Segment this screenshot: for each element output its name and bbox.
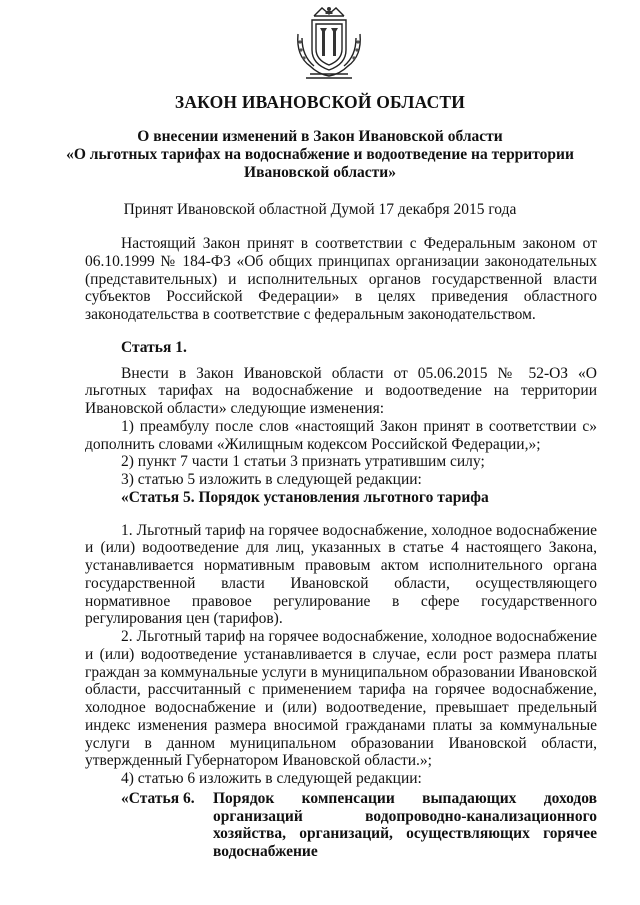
law-subject bbox=[60, 128, 580, 182]
amendment-item-4: 4) статью 6 изложить в следующей редакции: bbox=[121, 770, 422, 787]
article-6-title-line: организаций водопроводно-канализационного bbox=[213, 807, 597, 825]
article-6-title bbox=[213, 790, 597, 861]
coat-of-arms-icon bbox=[292, 4, 366, 82]
subject-line: «О льготных тарифах на водоснабжение и водоотведение на территории bbox=[66, 146, 574, 163]
article-1-heading: Статья 1. bbox=[121, 338, 187, 356]
amendment-item-2: 2) пункт 7 части 1 статьи 3 признать утратившим силу; bbox=[121, 453, 485, 471]
article-5-paragraph-1: 1. Льготный тариф на горячее водоснабжение, холодное водоснабжение и (или) водоотведение для лиц, указанных в статье 4 настоящего Закона, устанавливается нормативным правовым актом исполнительного органа государственной власти Ивановской области, осуществляющего нормативное правовое регулирование в сфере государственного регулирования цен (тарифов). bbox=[85, 521, 597, 628]
amendment-item-3: 3) статью 5 изложить в следующей редакции: bbox=[121, 471, 422, 488]
article-5-heading: «Статья 5. Порядок установления льготного тарифа bbox=[121, 488, 489, 506]
law-body bbox=[85, 235, 597, 861]
article-6-title-line: Порядок компенсации выпадающих доходов bbox=[213, 789, 597, 807]
adoption-line: Принят Ивановской областной Думой 17 декабря 2015 года bbox=[123, 201, 517, 218]
article-6-title-line: водоснабжение bbox=[213, 843, 318, 860]
article-5-paragraph-2: 2. Льготный тариф на горячее водоснабжение, холодное водоснабжение и (или) водоотведение устанавливается в случае, если рост размера платы граждан за коммунальные услуги в муниципальном образовании Ивановской области, рассчитанный с применением тарифа на горячее водоснабжение, холодное водоснабжение и (или) водоотведение, превышает предельный индекс изменения размера вносимой гражданами платы за коммунальные услуги в данном муниципальном образовании Ивановской области, утвержденный Губернатором Ивановской области.»; bbox=[85, 628, 597, 770]
article-6-number: «Статья 6. bbox=[121, 789, 195, 807]
subject-line: О внесении изменений в Закон Ивановской области bbox=[137, 128, 503, 145]
subject-line: Ивановской области» bbox=[244, 164, 396, 181]
article-6-heading bbox=[85, 790, 597, 861]
article-1-text: Внести в Закон Ивановской области от 05.06.2015 № 52-ОЗ «О льготных тарифах на водоснабжение и водоотведение на территории Ивановской области» следующие изменения: bbox=[85, 364, 597, 417]
amendment-item-1: 1) преамбулу после слов «настоящий Закон принят в соответствии с» дополнить словами «Жилищным кодексом Российской Федерации,»; bbox=[85, 417, 597, 453]
intro-paragraph: Настоящий Закон принят в соответствии с Федеральным законом от 06.10.1999 № 184-ФЗ «Об общих принципах организации законодательных (представительных) и исполнительных органов государственной власти субъектов Российской Федерации» в целях приведения областного законодательства в соответствие с федеральным законодательством. bbox=[85, 235, 597, 323]
article-6-title-line: хозяйства, организаций, осуществляющих горячее bbox=[213, 825, 597, 843]
law-title: ЗАКОН ИВАНОВСКОЙ ОБЛАСТИ bbox=[174, 92, 466, 112]
